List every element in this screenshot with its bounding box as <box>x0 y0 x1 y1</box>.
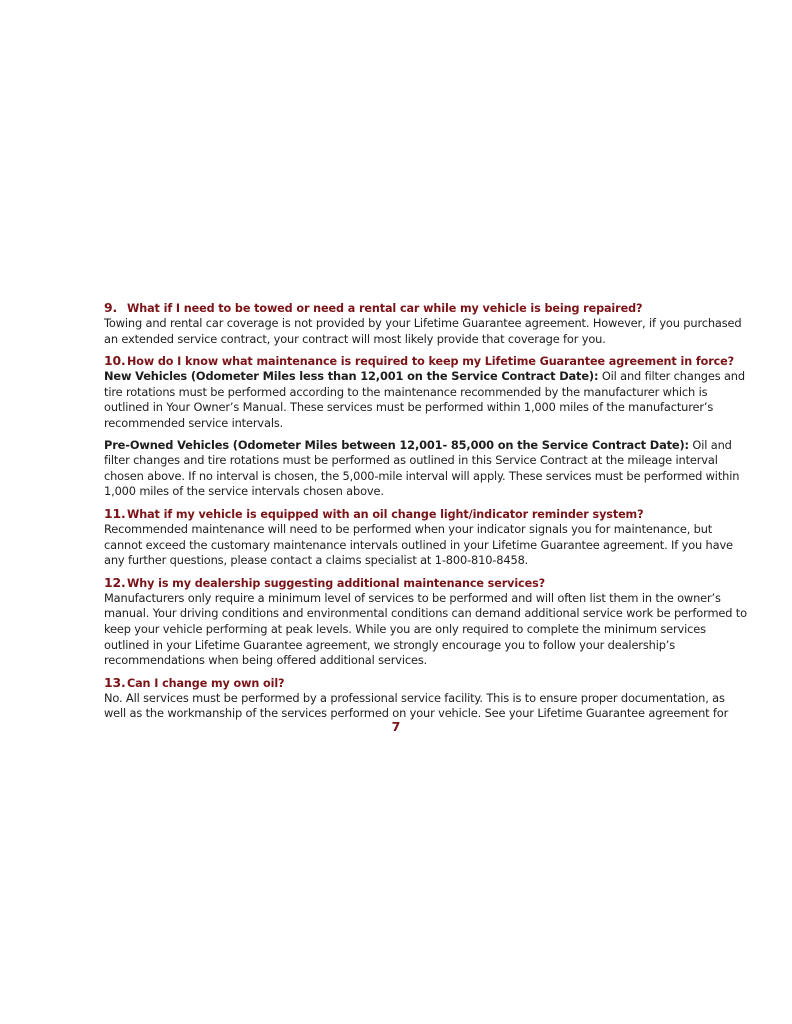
faq-answer-12 <box>104 591 749 669</box>
faq-question-text: How do I know what maintenance is required to keep my Lifetime Guarantee agreement in force? <box>127 355 735 369</box>
faq-answer-lead: Pre-Owned Vehicles (Odometer Miles between 12,001- 85,000 on the Service Contract Date): <box>104 437 689 452</box>
faq-question-text: What if my vehicle is equipped with an oil change light/indicator reminder system? <box>127 507 644 521</box>
faq-answer-text: Oil and filter changes and tire rotations must be performed as outlined in this Service Contract at the mileage interval chosen above. If no interval is chosen, the 5,000-mile interval will apply. These services must be performed within 1,000 miles of the service intervals chosen above. <box>104 437 740 499</box>
faq-answer-lead: New Vehicles (Odometer Miles less than 12,001 on the Service Contract Date): <box>104 369 599 384</box>
faq-answer-13 <box>104 691 749 722</box>
faq-question-text: Why is my dealership suggesting additional maintenance services? <box>127 576 546 590</box>
faq-number: 10. <box>104 353 126 369</box>
faq-answer-text: No. All services must be performed by a professional service facility. This is to ensure proper documentation, as well as the workmanship of the services performed on your vehicle. See your Lifetime Guarantee agreement for <box>104 690 729 721</box>
faq-question-text: What if I need to be towed or need a rental car while my vehicle is being repaired? <box>127 302 643 315</box>
faq-answer-10-new-vehicles <box>104 369 749 431</box>
faq-question-11 <box>104 506 749 522</box>
faq-section <box>104 300 749 728</box>
faq-number: 11. <box>104 505 126 521</box>
faq-question-13 <box>104 675 749 691</box>
faq-number: 12. <box>104 574 126 590</box>
faq-question-10 <box>104 353 749 369</box>
page-number: 7 <box>391 719 401 734</box>
faq-question-text: Can I change my own oil? <box>127 676 285 690</box>
faq-number: 9. <box>104 300 118 315</box>
faq-question-9 <box>104 300 749 316</box>
faq-answer-text: Oil and filter changes and tire rotations must be performed according to the maintenance recommended by the manufacturer which is outlined in Your Owner’s Manual. These services must be performed within 1,000 miles of the manufacturer’s recommended service intervals. <box>104 369 745 430</box>
faq-answer-10-pre-owned <box>104 438 749 500</box>
faq-answer-text: Towing and rental car coverage is not provided by your Lifetime Guarantee agreement. However, if you purchased an extended service contract, your contract will most likely provide that coverage for you. <box>104 316 742 346</box>
faq-answer-text: Recommended maintenance will need to be performed when your indicator signals you for maintenance, but cannot exceed the customary maintenance intervals outlined in your Lifetime Guarantee agreement. If you have any further questions, please contact a claims specialist at 1-800-810-8458. <box>104 521 733 568</box>
faq-answer-text: Manufacturers only require a minimum level of services to be performed and will often list them in the owner’s manual. Your driving conditions and environmental conditions can demand additional service work be performed to keep your vehicle performing at peak levels. While you are only required to complete the minimum services outlined in your Lifetime Guarantee agreement, we strongly encourage you to follow your dealership’s recommendations when being offered additional services. <box>104 590 747 668</box>
faq-number: 13. <box>104 674 126 690</box>
faq-answer-9 <box>104 316 749 347</box>
faq-question-12 <box>104 575 749 591</box>
faq-answer-11 <box>104 522 749 569</box>
